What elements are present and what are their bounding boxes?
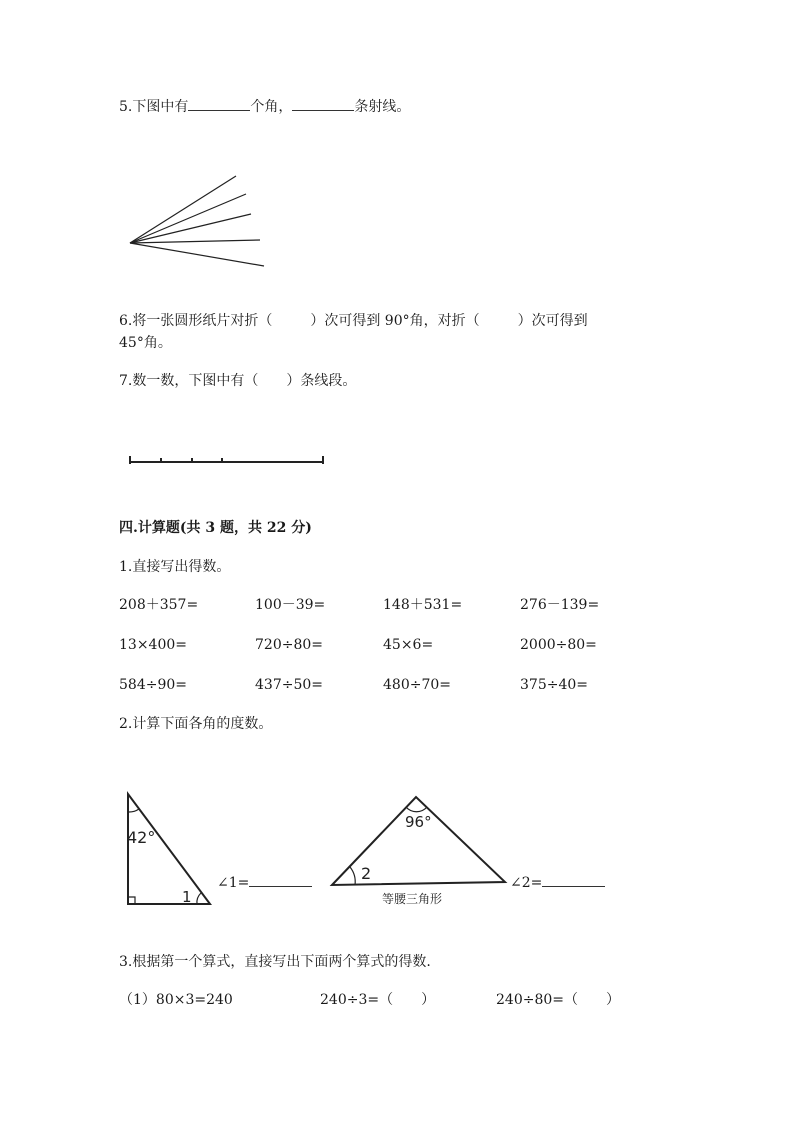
c1-r1-c4: 276－139=: [520, 597, 600, 613]
q5-prefix: 5.下图中有: [119, 99, 189, 115]
c1-r3-c1: 584÷90=: [119, 677, 187, 693]
isosceles-triangle: [332, 797, 505, 885]
q6-text-a: 6.将一张圆形纸片对折（: [119, 313, 273, 329]
c2-title: 2.计算下面各角的度数。: [119, 716, 273, 732]
answer-1-label: ∠1=: [217, 875, 250, 891]
c1-r3-c4: 375÷40=: [520, 677, 588, 693]
triangle-1-outline: [128, 794, 210, 904]
q5-mid: 个角，: [250, 99, 293, 115]
q6-line2: 45°角。: [119, 335, 172, 351]
c1-r1-c3: 148＋531=: [383, 597, 463, 613]
angle-96-label: 96°: [405, 813, 432, 831]
ray-1: [130, 176, 236, 243]
answer-1: [217, 876, 312, 890]
c1-r2-c2: 720÷80=: [255, 637, 323, 653]
triangle-2-outline: [332, 797, 505, 885]
c3-eq3[interactable]: 240÷80=（ ）: [496, 992, 620, 1008]
angle-2-label: 2: [361, 864, 372, 883]
right-triangle: [128, 794, 210, 904]
c1-r2-c4: 2000÷80=: [520, 637, 597, 653]
q6-line1: [119, 314, 588, 328]
answer-2-label: ∠2=: [510, 875, 543, 891]
ray-4: [130, 240, 260, 243]
angle-96-arc: [406, 807, 427, 812]
angle-1-label: 1: [182, 888, 192, 906]
c1-r3-c3: 480÷70=: [383, 677, 451, 693]
ray-3: [130, 214, 251, 243]
ray-5: [130, 243, 264, 266]
c1-title: 1.直接写出得数。: [119, 559, 231, 575]
segment-figure: [130, 456, 324, 464]
c3-title: 3.根据第一个算式，直接写出下面两个算式的得数.: [119, 954, 431, 970]
c3-eq2[interactable]: 240÷3=（ ）: [320, 992, 436, 1008]
q7-text: 7.数一数，下图中有（ ）条线段。: [119, 373, 357, 389]
q6-text-b: ）次可得到 90°角，对折（: [310, 313, 480, 329]
c1-r1-c2: 100－39=: [255, 597, 326, 613]
c3-eq1: （1）80×3=240: [119, 992, 233, 1008]
answer-2: [510, 876, 605, 890]
c1-r3-c2: 437÷50=: [255, 677, 323, 693]
angle-42-arc: [128, 809, 139, 812]
ray-2: [130, 194, 246, 243]
c1-r1-c1: 208＋357=: [119, 597, 199, 613]
answer-2-blank[interactable]: [542, 886, 605, 887]
angle-42-label: 42°: [127, 828, 156, 847]
q5-suffix: 条射线。: [354, 99, 411, 115]
c1-r2-c1: 13×400=: [119, 637, 187, 653]
angle-2-arc: [350, 867, 355, 885]
right-angle-mark: [128, 897, 135, 904]
rays-figure: [130, 176, 264, 266]
c1-r2-c3: 45×6=: [383, 637, 434, 653]
angle-1-arc: [197, 893, 201, 904]
isosceles-caption: 等腰三角形: [382, 892, 443, 906]
q6-text-c: ）次可得到: [517, 313, 588, 329]
answer-1-blank[interactable]: [249, 886, 312, 887]
section-title: 四.计算题(共 3 题，共 22 分): [119, 520, 312, 536]
